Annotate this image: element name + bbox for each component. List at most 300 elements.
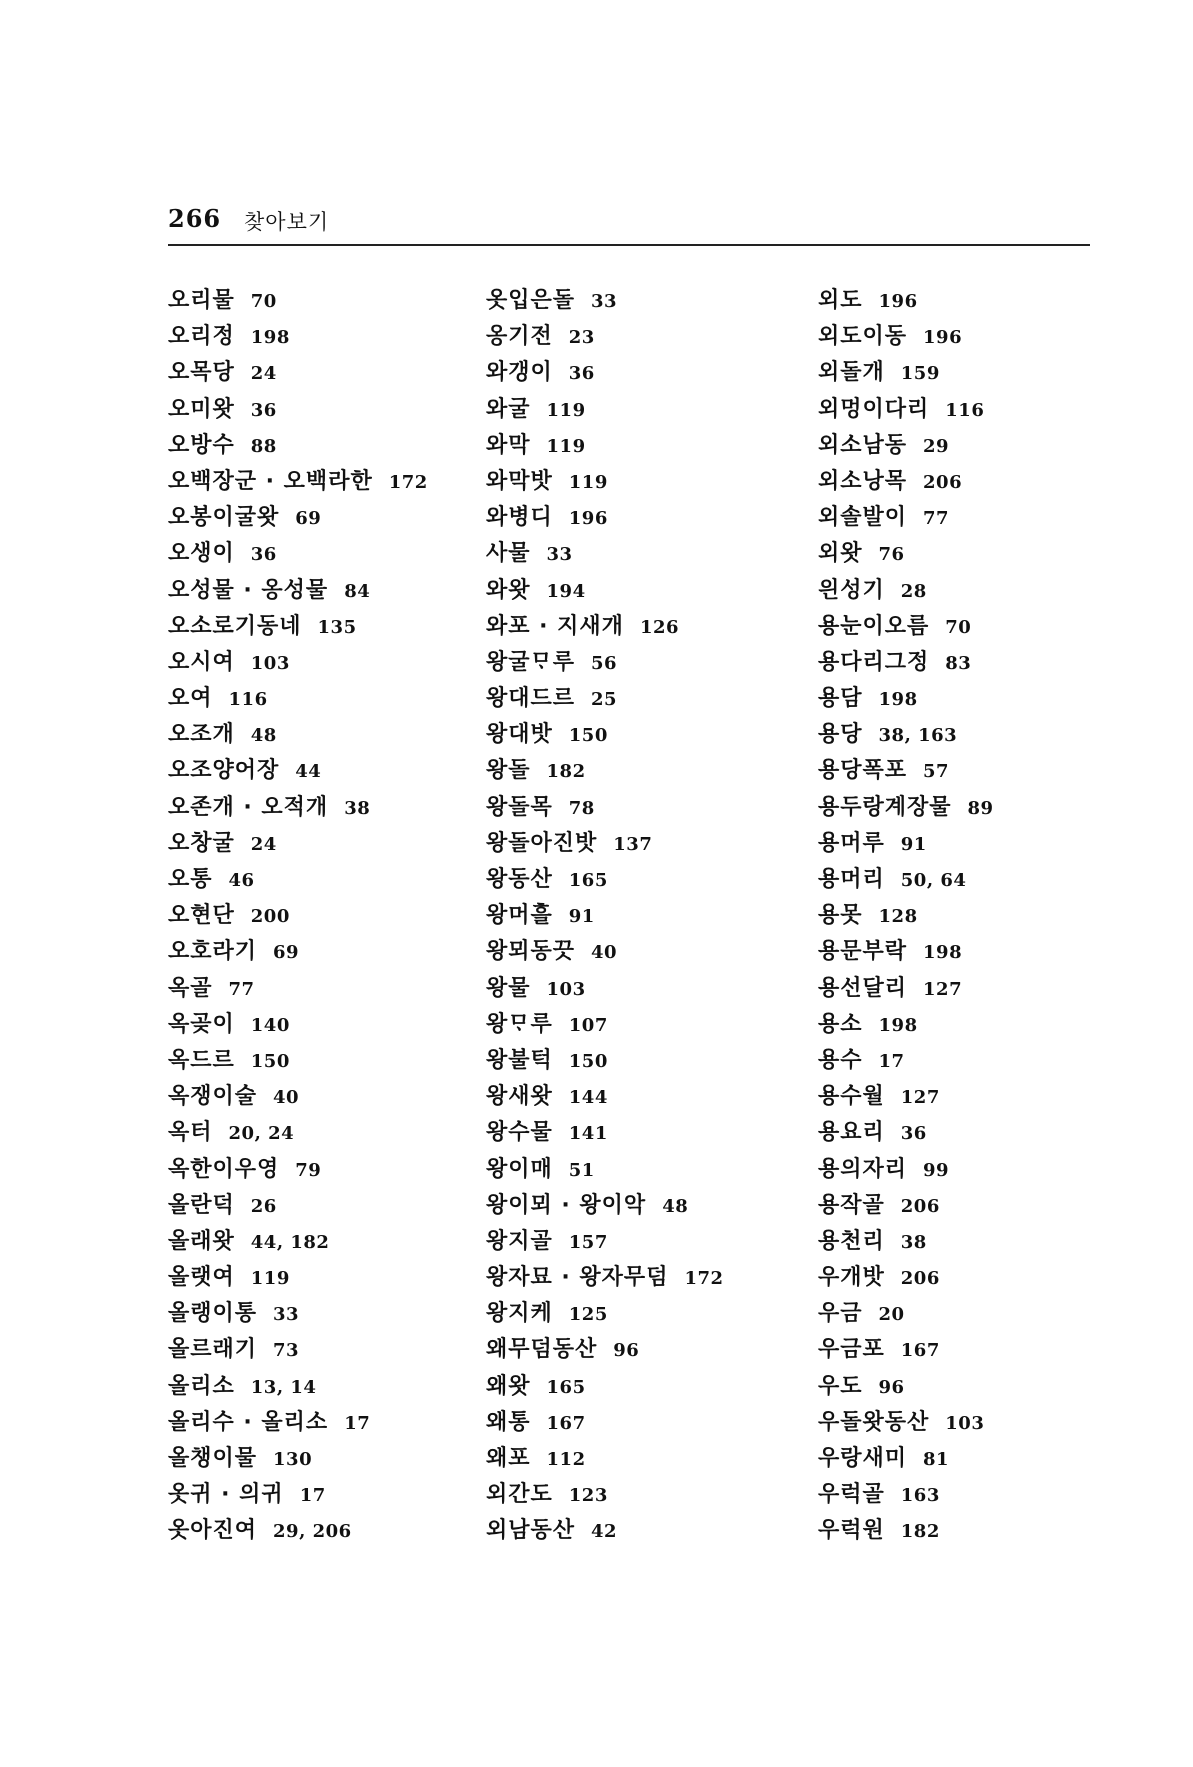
index-term: 왕물 <box>486 975 531 1001</box>
index-term: 왕불턱 <box>486 1047 553 1073</box>
page-reference: 141 <box>568 1123 608 1145</box>
index-entry <box>486 1369 724 1405</box>
page-reference: 127 <box>923 978 963 1000</box>
page-reference: 96 <box>613 1340 640 1362</box>
page-reference: 50, 64 <box>900 870 967 891</box>
index-term: 외남동산 <box>486 1518 576 1544</box>
index-term: 올리수 · 올리소 <box>168 1409 329 1435</box>
page-reference: 200 <box>250 906 290 928</box>
index-entry <box>486 717 724 753</box>
page-reference: 137 <box>613 833 653 855</box>
index-entry <box>486 971 724 1007</box>
page-reference: 24 <box>250 833 277 855</box>
page-reference: 103 <box>250 652 290 674</box>
index-term: 오봉이굴왓 <box>168 505 280 531</box>
index-term: 외왓 <box>818 541 863 567</box>
index-entry <box>168 1296 428 1332</box>
index-entry <box>818 645 994 681</box>
index-entry <box>168 500 428 536</box>
index-term: 옷귀 · 의귀 <box>168 1482 284 1508</box>
page-reference: 42 <box>591 1521 618 1543</box>
page-reference: 40 <box>273 1087 300 1109</box>
index-term: 와굴 <box>486 396 531 422</box>
index-entry <box>486 1477 724 1513</box>
index-term: 왜포 <box>486 1446 531 1471</box>
index-term: 외소남동 <box>818 432 908 458</box>
index-entry <box>168 1043 428 1079</box>
index-entry <box>486 283 724 319</box>
index-entry <box>486 609 724 645</box>
page-reference: 206 <box>900 1268 940 1290</box>
page-reference: 119 <box>250 1268 290 1290</box>
index-entry <box>168 645 428 681</box>
index-entry <box>818 1188 994 1224</box>
index-entry <box>486 1260 724 1296</box>
page-reference: 70 <box>945 616 972 638</box>
index-entry <box>486 1513 724 1549</box>
index-entry <box>818 898 994 934</box>
page-reference: 51 <box>568 1159 595 1181</box>
page-reference: 17 <box>344 1412 371 1434</box>
page-reference: 33 <box>591 291 618 312</box>
index-entry <box>818 1369 994 1405</box>
index-entry <box>818 573 994 609</box>
index-term: 용의자리 <box>818 1156 908 1182</box>
index-entry <box>486 1441 724 1477</box>
index-term: 오창굴 <box>168 830 235 856</box>
page-reference: 48 <box>250 725 277 747</box>
page-reference: 77 <box>923 508 950 530</box>
index-entry <box>818 971 994 1007</box>
index-term: 외멍이다리 <box>818 396 930 422</box>
index-term: 외도이동 <box>818 324 908 350</box>
page-reference: 33 <box>273 1304 300 1326</box>
page-reference: 103 <box>945 1412 985 1434</box>
index-entry <box>486 1152 724 1188</box>
index-term: 용머루 <box>818 830 885 856</box>
page-reference: 91 <box>568 906 595 928</box>
index-term: 옥드르 <box>168 1047 235 1073</box>
page-header <box>168 196 1090 246</box>
page-reference: 194 <box>546 580 586 602</box>
index-entry <box>818 826 994 862</box>
page-reference: 13, 14 <box>250 1376 317 1398</box>
index-entry <box>168 319 428 355</box>
index-term: 용요리 <box>818 1120 885 1146</box>
index-entry <box>818 1441 994 1477</box>
index-term: 오리물 <box>168 288 235 313</box>
index-entry <box>168 1441 428 1477</box>
index-term: 우럭골 <box>818 1482 885 1508</box>
index-term: 오통 <box>168 867 213 892</box>
index-term: 옥한이우영 <box>168 1156 280 1182</box>
index-entry <box>168 1224 428 1260</box>
index-entry <box>486 1296 724 1332</box>
index-term: 용수 <box>818 1047 863 1073</box>
index-entry <box>818 1296 994 1332</box>
page-reference: 119 <box>546 399 586 421</box>
page-reference: 17 <box>878 1050 905 1072</box>
index-term: 용담 <box>818 686 863 712</box>
index-term: 왕돌목 <box>486 794 553 820</box>
page-reference: 116 <box>945 399 985 421</box>
page-reference: 198 <box>878 1014 918 1036</box>
page-reference: 36 <box>568 363 595 385</box>
page-reference: 206 <box>900 1195 940 1217</box>
index-term: 올랭이통 <box>168 1301 258 1327</box>
index-term: 우럭원 <box>818 1518 885 1544</box>
page-reference: 116 <box>228 689 268 711</box>
index-entry <box>486 1115 724 1151</box>
index-term: 오호라기 <box>168 939 258 965</box>
page-reference: 44, 182 <box>250 1231 330 1253</box>
page-reference: 150 <box>568 1050 608 1072</box>
index-term: 왕자묘 · 왕자무덤 <box>486 1265 669 1291</box>
page-number: 266 <box>168 204 222 233</box>
page-reference: 26 <box>250 1195 277 1217</box>
index-term: 오리정 <box>168 324 235 350</box>
index-entry <box>818 1152 994 1188</box>
index-entry <box>818 283 994 319</box>
index-entry <box>168 971 428 1007</box>
index-entry <box>486 319 724 355</box>
page-reference: 125 <box>568 1304 608 1326</box>
index-entry <box>168 1513 428 1549</box>
page-reference: 24 <box>250 363 277 385</box>
index-entry <box>818 1224 994 1260</box>
index-entry <box>486 1332 724 1368</box>
page-reference: 38, 163 <box>878 725 958 747</box>
index-entry <box>168 1405 428 1441</box>
index-entry <box>168 464 428 500</box>
page-reference: 83 <box>945 652 972 674</box>
index-entry <box>818 1007 994 1043</box>
index-term: 와병디 <box>486 505 553 531</box>
index-entry <box>486 1007 724 1043</box>
index-entry <box>168 536 428 572</box>
index-entry <box>486 1405 724 1441</box>
index-term: 왕이매 <box>486 1156 553 1182</box>
index-term: 왕동산 <box>486 867 553 892</box>
page-reference: 69 <box>295 508 322 530</box>
index-term: 오존개 · 오적개 <box>168 794 329 820</box>
index-entry <box>168 1188 428 1224</box>
page-reference: 78 <box>568 797 595 819</box>
index-term: 왜무덤동산 <box>486 1337 598 1363</box>
index-entry <box>818 1332 994 1368</box>
page-reference: 182 <box>900 1521 940 1543</box>
page-reference: 119 <box>546 435 586 457</box>
index-term: 외간도 <box>486 1482 553 1508</box>
index-entry <box>486 1079 724 1115</box>
page-reference: 17 <box>299 1485 326 1507</box>
index-entry <box>168 392 428 428</box>
index-entry <box>818 717 994 753</box>
page-reference: 172 <box>388 471 428 493</box>
index-term: 왕새왓 <box>486 1084 553 1110</box>
index-entry <box>168 826 428 862</box>
index-entry <box>486 1043 724 1079</box>
index-column-2 <box>486 283 724 1550</box>
index-entry <box>168 790 428 826</box>
page-reference: 76 <box>878 544 905 566</box>
index-entry <box>818 790 994 826</box>
index-entry <box>818 428 994 464</box>
page-reference: 163 <box>900 1485 940 1507</box>
page-reference: 23 <box>568 327 595 349</box>
index-term: 올챙이물 <box>168 1446 258 1471</box>
page-reference: 25 <box>591 689 618 711</box>
page-reference: 77 <box>228 978 255 1000</box>
index-term: 오성물 · 옹성물 <box>168 577 329 603</box>
index-term: 왕수물 <box>486 1120 553 1146</box>
page-reference: 196 <box>878 291 918 312</box>
index-entry <box>818 1477 994 1513</box>
index-term: 옥곶이 <box>168 1011 235 1037</box>
index-term: 왕돌 <box>486 758 531 784</box>
index-term: 와막밧 <box>486 468 553 494</box>
index-term: 왕굴ᄆᆞ루 <box>486 649 576 675</box>
index-term: 용못 <box>818 903 863 929</box>
index-term: 올란덕 <box>168 1192 235 1218</box>
index-term: 올래왓 <box>168 1228 235 1254</box>
index-entry <box>486 645 724 681</box>
index-term: 외소낭목 <box>818 468 908 494</box>
index-term: 왕머흘 <box>486 903 553 929</box>
index-entry <box>486 1224 724 1260</box>
index-term: 외돌개 <box>818 360 885 386</box>
index-entry <box>168 681 428 717</box>
index-entry <box>486 934 724 970</box>
index-term: 옷아진여 <box>168 1518 258 1544</box>
index-term: 왕뫼동끗 <box>486 939 576 965</box>
index-term: 오현단 <box>168 903 235 929</box>
index-entry <box>168 1007 428 1043</box>
page-reference: 182 <box>546 761 586 783</box>
page-reference: 84 <box>344 580 371 602</box>
index-term: 옥터 <box>168 1120 213 1146</box>
page-reference: 157 <box>568 1231 608 1253</box>
page-reference: 36 <box>250 544 277 566</box>
index-entry <box>486 536 724 572</box>
index-entry <box>486 392 724 428</box>
page-reference: 40 <box>591 942 618 964</box>
page-reference: 198 <box>250 327 290 349</box>
index-entry <box>818 681 994 717</box>
page-reference: 172 <box>684 1268 724 1290</box>
page-reference: 48 <box>662 1195 689 1217</box>
index-entry <box>486 355 724 391</box>
page-reference: 198 <box>878 689 918 711</box>
page-reference: 79 <box>295 1159 322 1181</box>
index-entry <box>168 1369 428 1405</box>
index-term: 용수월 <box>818 1084 885 1110</box>
index-entry <box>168 573 428 609</box>
page-reference: 28 <box>900 580 927 602</box>
index-term: 옹기전 <box>486 324 553 350</box>
index-entry <box>818 609 994 645</box>
index-term: 우도 <box>818 1373 863 1399</box>
index-entry <box>168 1152 428 1188</box>
index-term: 와막 <box>486 432 531 458</box>
index-term: 용작골 <box>818 1192 885 1218</box>
index-term: 와포 · 지새개 <box>486 613 624 639</box>
index-term: 오조개 <box>168 722 235 748</box>
index-term: 올리소 <box>168 1373 235 1399</box>
index-term: 우금포 <box>818 1337 885 1363</box>
index-entry <box>168 862 428 898</box>
index-term: 용머리 <box>818 867 885 892</box>
page-reference: 89 <box>967 797 994 819</box>
index-term: 옥쟁이술 <box>168 1084 258 1110</box>
page-reference: 206 <box>923 471 963 493</box>
page-reference: 167 <box>546 1412 586 1434</box>
index-term: 외도 <box>818 288 863 313</box>
index-term: 용선달리 <box>818 975 908 1001</box>
index-term: 왕지케 <box>486 1301 553 1327</box>
index-term: 올랫여 <box>168 1265 235 1291</box>
index-column-1 <box>168 283 428 1550</box>
index-term: 용천리 <box>818 1228 885 1254</box>
index-entry <box>168 717 428 753</box>
index-term: 용당폭포 <box>818 758 908 784</box>
page-reference: 165 <box>568 870 608 891</box>
page-reference: 33 <box>546 544 573 566</box>
index-entry <box>486 790 724 826</box>
page-reference: 29 <box>923 435 950 457</box>
index-term: 사물 <box>486 541 531 567</box>
index-entry <box>486 898 724 934</box>
index-term: 왕이뫼 · 왕이악 <box>486 1192 647 1218</box>
index-term: 용문부락 <box>818 939 908 965</box>
page-reference: 20, 24 <box>228 1123 295 1145</box>
index-term: 올르래기 <box>168 1337 258 1363</box>
page-reference: 70 <box>250 291 277 312</box>
index-entry <box>168 1477 428 1513</box>
page-reference: 150 <box>568 725 608 747</box>
index-entry <box>818 392 994 428</box>
index-entry <box>818 1405 994 1441</box>
index-term: 용다리그정 <box>818 649 930 675</box>
index-entry <box>168 428 428 464</box>
page-reference: 57 <box>923 761 950 783</box>
index-term: 와왓 <box>486 577 531 603</box>
index-term: 와갱이 <box>486 360 553 386</box>
index-entry <box>168 283 428 319</box>
index-term: 용눈이오름 <box>818 613 930 639</box>
index-entry <box>168 753 428 789</box>
index-entry <box>168 1115 428 1151</box>
page-reference: 128 <box>878 906 918 928</box>
index-entry <box>486 573 724 609</box>
index-entry <box>486 753 724 789</box>
index-term: 오목당 <box>168 360 235 386</box>
page-reference: 127 <box>900 1087 940 1109</box>
page-reference: 123 <box>568 1485 608 1507</box>
index-entry <box>168 355 428 391</box>
index-term: 오생이 <box>168 541 235 567</box>
index-term: 오조양어장 <box>168 758 280 784</box>
index-entry <box>168 1260 428 1296</box>
index-term: 우개밧 <box>818 1265 885 1291</box>
page-reference: 135 <box>317 616 357 638</box>
page-reference: 36 <box>250 399 277 421</box>
page-reference: 130 <box>273 1449 313 1470</box>
index-term: 우금 <box>818 1301 863 1327</box>
page-reference: 167 <box>900 1340 940 1362</box>
page-reference: 36 <box>900 1123 927 1145</box>
page-reference: 81 <box>923 1449 950 1470</box>
index-entry <box>818 536 994 572</box>
index-term: 옥골 <box>168 975 213 1001</box>
index-entry <box>818 1079 994 1115</box>
index-entry <box>818 319 994 355</box>
index-term: 왜통 <box>486 1409 531 1435</box>
index-term: 외솔발이 <box>818 505 908 531</box>
page-reference: 91 <box>900 833 927 855</box>
page-reference: 119 <box>568 471 608 493</box>
index-entry <box>486 1188 724 1224</box>
index-term: 오방수 <box>168 432 235 458</box>
index-entry <box>486 464 724 500</box>
index-term: 오여 <box>168 686 213 712</box>
index-term: 왕돌아진밧 <box>486 830 598 856</box>
index-term: 오미왓 <box>168 396 235 422</box>
index-term: 용소 <box>818 1011 863 1037</box>
page-reference: 46 <box>228 870 255 891</box>
page-reference: 88 <box>250 435 277 457</box>
page-reference: 69 <box>273 942 300 964</box>
index-term: 읜성기 <box>818 577 885 603</box>
index-entry <box>486 862 724 898</box>
index-term: 옷입은돌 <box>486 288 576 313</box>
index-term: 오시여 <box>168 649 235 675</box>
index-entry <box>818 934 994 970</box>
page-reference: 196 <box>923 327 963 349</box>
index-entry <box>486 826 724 862</box>
index-entry <box>168 609 428 645</box>
page-reference: 150 <box>250 1050 290 1072</box>
index-entry <box>818 1513 994 1549</box>
page-reference: 73 <box>273 1340 300 1362</box>
page-reference: 38 <box>344 797 371 819</box>
index-entry <box>168 1332 428 1368</box>
index-entry <box>486 500 724 536</box>
page-reference: 165 <box>546 1376 586 1398</box>
index-term: 우랑새미 <box>818 1446 908 1471</box>
page-reference: 20 <box>878 1304 905 1326</box>
index-term: 왜왓 <box>486 1373 531 1399</box>
index-term: 왕ᄆᆞ루 <box>486 1011 553 1037</box>
index-entry <box>818 355 994 391</box>
page-reference: 140 <box>250 1014 290 1036</box>
page-reference: 96 <box>878 1376 905 1398</box>
index-term: 왕대밧 <box>486 722 553 748</box>
index-entry <box>818 500 994 536</box>
page-reference: 196 <box>568 508 608 530</box>
page-title: 찾아보기 <box>244 210 330 234</box>
index-entry <box>818 1115 994 1151</box>
index-term: 왕지골 <box>486 1228 553 1254</box>
page-reference: 159 <box>900 363 940 385</box>
page-reference: 112 <box>546 1449 586 1470</box>
index-term: 용두랑계장물 <box>818 794 952 820</box>
index-entry <box>486 681 724 717</box>
index-entry <box>818 1043 994 1079</box>
page-reference: 198 <box>923 942 963 964</box>
page-reference: 144 <box>568 1087 608 1109</box>
index-entry <box>818 862 994 898</box>
